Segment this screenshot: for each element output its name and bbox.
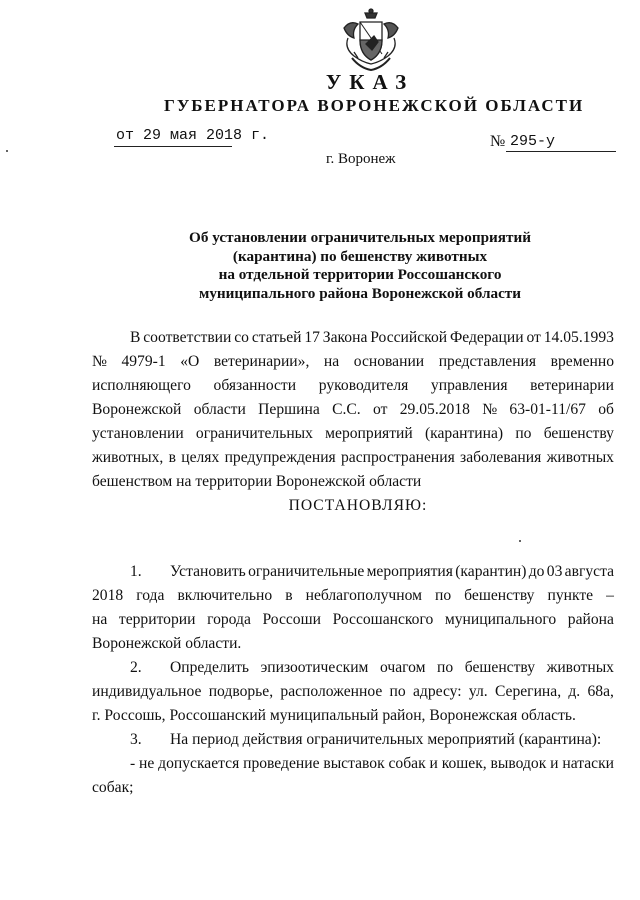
spacer bbox=[92, 518, 614, 560]
number-label: № bbox=[490, 133, 506, 150]
decree-word: ПОСТАНОВЛЯЮ: bbox=[288, 497, 428, 514]
word: Федерации bbox=[449, 329, 524, 346]
word: Установить bbox=[170, 563, 246, 580]
word: заболевания bbox=[460, 449, 542, 466]
decree-heading bbox=[140, 229, 580, 303]
date-underline bbox=[114, 146, 232, 147]
item-2 bbox=[92, 656, 614, 728]
word: д. bbox=[568, 683, 581, 700]
item-3-subline bbox=[92, 752, 614, 776]
item-number: 3. bbox=[130, 731, 142, 748]
word: обязанности bbox=[213, 377, 297, 394]
word: Россоши bbox=[262, 611, 321, 628]
preamble-line bbox=[92, 326, 614, 350]
word: эпизоотическим bbox=[260, 659, 369, 676]
word: натаски bbox=[562, 755, 614, 772]
word: пункте bbox=[547, 587, 594, 604]
word: по bbox=[515, 425, 532, 442]
word: со bbox=[234, 329, 249, 346]
word: С.С. bbox=[332, 401, 361, 418]
item-2-line bbox=[92, 656, 614, 680]
voronezh-coat-of-arms-icon bbox=[336, 8, 406, 72]
issuer-title: ГУБЕРНАТОРА ВОРОНЕЖСКОЙ ОБЛАСТИ bbox=[164, 96, 585, 115]
heading-line: (карантина) по бешенству животных bbox=[232, 247, 488, 265]
word: животных bbox=[546, 449, 614, 466]
word: до bbox=[528, 563, 545, 580]
word: управления bbox=[430, 377, 508, 394]
word: выставок bbox=[323, 755, 385, 772]
word: ветеринарии», bbox=[213, 353, 310, 370]
word: по bbox=[437, 659, 454, 676]
word: соответствии bbox=[143, 329, 232, 346]
word: ограничительных bbox=[195, 425, 313, 442]
word: по bbox=[435, 587, 452, 604]
word: (карантина) bbox=[424, 425, 504, 442]
word: 68а, bbox=[587, 683, 614, 700]
item-1 bbox=[92, 560, 614, 656]
word: района bbox=[567, 611, 614, 628]
word: и bbox=[429, 755, 438, 772]
word: 17 bbox=[304, 329, 320, 346]
item-1-text bbox=[170, 560, 614, 584]
decree-body bbox=[92, 326, 614, 800]
item-number: 1. bbox=[130, 563, 142, 580]
word: исполняющего bbox=[92, 377, 191, 394]
preamble-line: бешенством на территории Воронежской области bbox=[92, 473, 422, 490]
word: руководителя bbox=[318, 377, 409, 394]
word: целях bbox=[181, 449, 220, 466]
issue-city: г. Воронеж bbox=[326, 151, 396, 167]
item-2-line bbox=[92, 680, 614, 704]
scan-speck bbox=[6, 150, 8, 152]
word: очагом bbox=[379, 659, 426, 676]
word: области bbox=[193, 401, 246, 418]
item-3-subline: собак; bbox=[92, 779, 134, 796]
word: от bbox=[526, 329, 541, 346]
heading-line: на отдельной территории Россошанского bbox=[218, 266, 502, 283]
word: территории bbox=[118, 611, 196, 628]
word: Закона bbox=[322, 329, 368, 346]
word: бешенству bbox=[464, 659, 536, 676]
word: неблагополучном bbox=[305, 587, 422, 604]
item-number: 2. bbox=[130, 659, 142, 676]
word: 14.05.1993 bbox=[543, 329, 614, 346]
word: № bbox=[92, 353, 107, 370]
word: мероприятия bbox=[366, 563, 453, 580]
word: Серегина, bbox=[494, 683, 562, 700]
word: года bbox=[136, 587, 165, 604]
item-3 bbox=[92, 728, 614, 800]
item-1-line bbox=[92, 560, 614, 584]
word: ограничительные bbox=[248, 563, 365, 580]
word: подворье, bbox=[208, 683, 274, 700]
word: 4979-1 bbox=[121, 353, 166, 370]
word: расположенное bbox=[280, 683, 383, 700]
item-1-line bbox=[92, 608, 614, 632]
word: «О bbox=[180, 353, 200, 370]
item-1-line: Воронежской области. bbox=[92, 635, 242, 652]
word: допускается bbox=[158, 755, 240, 772]
word: распространения bbox=[341, 449, 455, 466]
item-3-text: На период действия ограничительных мероприятий (карантина): bbox=[170, 731, 602, 748]
document-type-title: УКАЗ bbox=[325, 70, 415, 94]
word: Определить bbox=[170, 659, 250, 676]
preamble-line bbox=[92, 350, 614, 374]
word: выводок bbox=[490, 755, 547, 772]
decree-date: от 29 мая 2018 г. bbox=[116, 127, 270, 144]
preamble-line bbox=[92, 374, 614, 398]
word: в bbox=[168, 449, 176, 466]
word: Воронежской bbox=[92, 401, 182, 418]
word: не bbox=[139, 755, 155, 772]
preamble-line bbox=[92, 446, 614, 470]
heading-line: муниципального района Воронежской области bbox=[198, 284, 522, 302]
word: бешенству bbox=[543, 425, 614, 442]
word: № bbox=[482, 401, 498, 418]
word: бешенству bbox=[464, 587, 535, 604]
word: собак bbox=[388, 755, 426, 772]
word: включительно bbox=[177, 587, 273, 604]
decree-number: 295-у bbox=[510, 133, 556, 150]
preamble-line bbox=[92, 398, 614, 422]
scan-speck bbox=[519, 540, 521, 542]
item-3-line bbox=[92, 728, 614, 752]
word: - bbox=[130, 755, 136, 772]
number-underline bbox=[506, 151, 616, 152]
word: мероприятий bbox=[325, 425, 413, 442]
preamble-paragraph bbox=[92, 326, 614, 494]
word: на bbox=[92, 611, 108, 628]
word: на bbox=[323, 353, 340, 370]
word: города bbox=[207, 611, 251, 628]
word: ул. bbox=[468, 683, 488, 700]
item-2-text bbox=[170, 656, 614, 680]
word: предупреждения bbox=[224, 449, 336, 466]
heading-line: Об установлении ограничительных мероприятий bbox=[189, 229, 531, 246]
preamble-line bbox=[92, 422, 614, 446]
word: В bbox=[130, 329, 141, 346]
word: – bbox=[606, 587, 614, 604]
word: статьей bbox=[251, 329, 302, 346]
word: и bbox=[550, 755, 559, 772]
word: животных bbox=[546, 659, 614, 676]
word: по bbox=[389, 683, 406, 700]
word: временно bbox=[550, 353, 614, 370]
word: Россошанского bbox=[332, 611, 434, 628]
word: 2018 bbox=[92, 587, 124, 604]
word: кошек, bbox=[441, 755, 487, 772]
word: животных, bbox=[92, 449, 164, 466]
word: (карантин) bbox=[455, 563, 527, 580]
word: установлении bbox=[92, 425, 184, 442]
item-1-line bbox=[92, 584, 614, 608]
word: об bbox=[598, 401, 614, 418]
word: Першина bbox=[258, 401, 320, 418]
word: Российской bbox=[370, 329, 448, 346]
word: муниципального bbox=[444, 611, 557, 628]
word: проведение bbox=[243, 755, 320, 772]
word: ветеринарии bbox=[530, 377, 614, 394]
word: индивидуальное bbox=[92, 683, 202, 700]
word: адресу: bbox=[412, 683, 462, 700]
word: 03 bbox=[546, 563, 563, 580]
word: августа bbox=[564, 563, 614, 580]
word: представления bbox=[438, 353, 537, 370]
word: от bbox=[373, 401, 388, 418]
word: основании bbox=[353, 353, 425, 370]
word: 29.05.2018 bbox=[399, 401, 470, 418]
item-2-line: г. Россошь, Россошанский муниципальный район, Воронежская область. bbox=[92, 707, 576, 724]
word: 63-01-11/67 bbox=[509, 401, 586, 418]
word: в bbox=[285, 587, 293, 604]
